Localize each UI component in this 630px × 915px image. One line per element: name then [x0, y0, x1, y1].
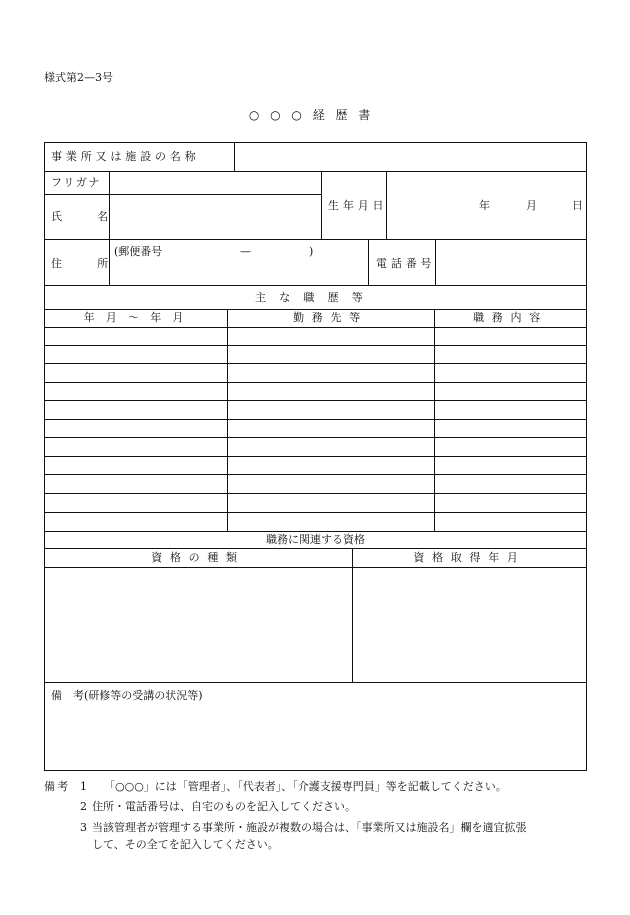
rule-career-col2 [434, 309, 435, 531]
resume-form-table [44, 142, 587, 771]
rule-career-row [44, 474, 587, 475]
rule-address [44, 285, 587, 286]
career-col-period: 年 月 ～ 年 月 [83, 311, 188, 324]
rule-career-row [44, 345, 587, 346]
rule-birth-left [321, 171, 322, 239]
form-number: 様式第2—3号 [44, 71, 113, 84]
rule-career-col1 [227, 309, 228, 531]
remarks-field[interactable] [45, 704, 586, 769]
furigana-field[interactable] [110, 172, 320, 194]
name-label: 氏 名 [51, 210, 121, 223]
rule-career-row [44, 419, 587, 420]
rule-qual-header [44, 567, 587, 568]
rule-career-heading [44, 309, 587, 310]
facility-name-field[interactable] [235, 143, 585, 170]
note-number: 2 [80, 800, 87, 813]
address-label: 住 所 [51, 257, 121, 270]
document-title: ○○○経歴書 [248, 108, 382, 122]
rule-remarks [44, 682, 587, 683]
qual-col-date: 資格取得年月 [413, 551, 526, 564]
rule-career-row [44, 437, 587, 438]
rule-qual-col [352, 548, 353, 682]
postal-dash: — [240, 245, 251, 258]
rule-career-header [44, 327, 587, 328]
birthdate-label: 生年月日 [328, 199, 388, 212]
note-text: 住所・電話番号は、自宅のものを記入してください。 [92, 800, 356, 813]
career-col-employer: 勤務先等 [293, 311, 368, 324]
furigana-label: フリガナ [51, 176, 102, 189]
rule-career-row [44, 456, 587, 457]
note-text: 当該管理者が管理する事業所・施設が複数の場合は、「事業所又は施設名」欄を適宜拡張 [92, 821, 527, 834]
facility-name-label: 事業所又は施設の名称 [51, 150, 200, 163]
career-col-duties: 職務内容 [473, 311, 548, 324]
rule-career-row [44, 531, 587, 532]
birthdate-year: 年 [479, 199, 490, 212]
rule-qual-heading [44, 548, 587, 549]
phone-label: 電話番号 [376, 257, 436, 270]
rule-career-row [44, 363, 587, 364]
rule-phone-left [368, 239, 369, 285]
note-text: 「○○○」には「管理者」、「代表者」、「介護支援専門員」等を記載してください。 [104, 780, 507, 793]
phone-field[interactable] [436, 240, 585, 284]
postal-code-label: (郵便番号 [114, 245, 163, 258]
postal-close: ) [309, 245, 314, 258]
rule-career-row [44, 400, 587, 401]
rule-career-row [44, 382, 587, 383]
rule-career-row [44, 512, 587, 513]
qual-heading: 職務に関連する資格 [266, 533, 365, 546]
note-number: 3 [80, 821, 87, 834]
birthdate-month: 月 [526, 199, 537, 212]
career-heading: 主な職歴等 [255, 291, 376, 304]
notes-label: 備考 [44, 780, 71, 793]
note-text-continued: して、その全てを記入してください。 [92, 838, 279, 851]
remarks-label: 備 考(研修等の受講の状況等) [51, 689, 203, 702]
note-number: 1 [80, 780, 87, 793]
rule-career-row [44, 493, 587, 494]
name-field[interactable] [110, 195, 320, 238]
birthdate-day: 日 [572, 199, 583, 212]
qual-col-type: 資格の種類 [151, 551, 245, 564]
